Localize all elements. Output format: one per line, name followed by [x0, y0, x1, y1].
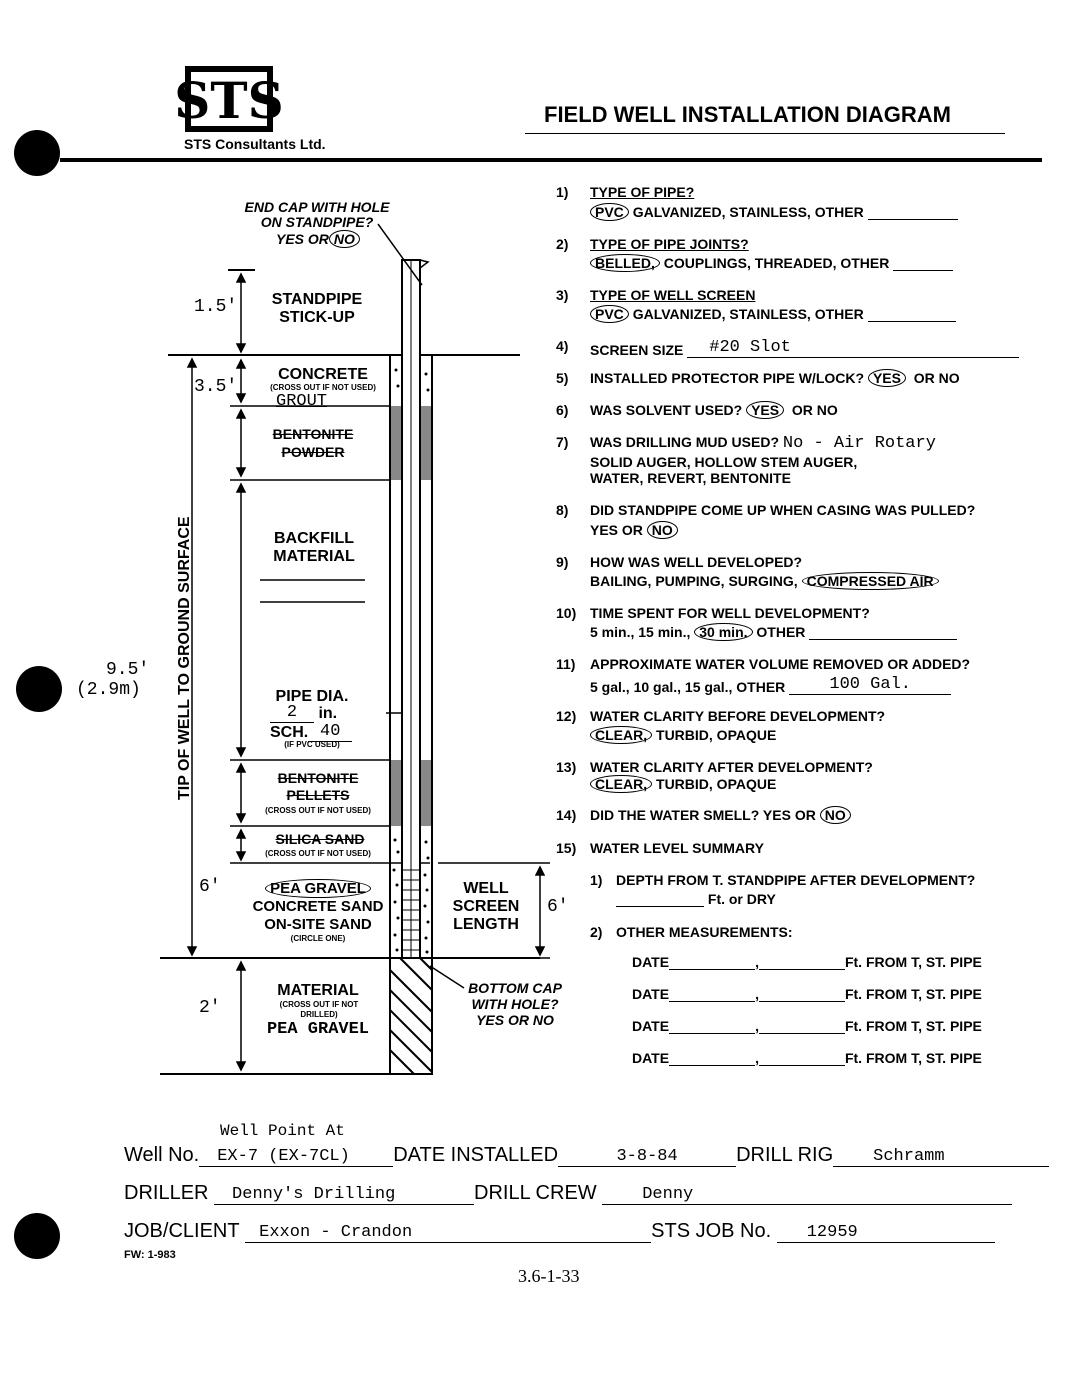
date-suffix: Ft. FROM T, ST. PIPE [844, 954, 982, 970]
q13-number: 13) [556, 759, 577, 775]
q8-yes: YES OR [590, 522, 643, 538]
logo-text: STS [174, 71, 284, 130]
pipe-dia-unit: in. [318, 705, 338, 722]
q14-number: 14) [556, 807, 577, 823]
pipe-dia-label: PIPE DIA. [275, 688, 349, 705]
q7-line3: WATER, REVERT, BENTONITE [590, 470, 791, 486]
dim-standpipe: 1.5' [194, 297, 238, 317]
job-client-value: Exxon - Crandon [245, 1223, 651, 1243]
q6-text: WAS SOLVENT USED? [590, 402, 743, 418]
q15-1-text: DEPTH FROM T. STANDPIPE AFTER DEVELOPMENT? [616, 872, 976, 888]
q8-number: 8) [556, 502, 569, 518]
q9-circled: COMPRESSED AIR [802, 572, 939, 590]
circle-one-note: (CIRCLE ONE) [290, 934, 346, 943]
q10-number: 10) [556, 605, 577, 621]
q14-text: DID THE WATER SMELL? YES OR [590, 807, 816, 823]
bentonite-pellets-2: PELLETS [286, 787, 350, 803]
dim-material: 2' [199, 998, 221, 1018]
q7-number: 7) [556, 434, 569, 450]
vertical-label: TIP OF WELL TO GROUND SURFACE [176, 516, 193, 800]
q7-line2: SOLID AUGER, HOLLOW STEM AUGER, [590, 454, 858, 470]
q3-text: TYPE OF WELL SCREEN [590, 287, 756, 303]
bentonite-pellets-1: BENTONITE [277, 770, 359, 786]
q3-number: 3) [556, 287, 569, 303]
footer-row-1 [124, 1144, 1049, 1167]
dim-concrete: 3.5' [194, 377, 238, 397]
silica-sand-label: SILICA SAND [275, 831, 365, 847]
pellets-cross-out-note: (CROSS OUT IF NOT USED) [265, 806, 371, 815]
q6-number: 6) [556, 402, 569, 418]
pipe-dia-value: 2 [270, 703, 314, 723]
q6-rest: OR NO [791, 402, 838, 418]
q2-options: COUPLINGS, THREADED, OTHER [663, 255, 890, 271]
drill-crew-value: Denny [602, 1185, 1012, 1205]
drill-crew-label: DRILL CREW [474, 1182, 597, 1204]
page-number: 3.6-1-33 [518, 1266, 580, 1286]
form-code: FW: 1-983 [124, 1249, 176, 1261]
q12-options: TURBID, OPAQUE [656, 727, 777, 743]
q15-text: WATER LEVEL SUMMARY [590, 840, 764, 856]
date-installed-label: DATE INSTALLED [393, 1144, 559, 1166]
q5-text: INSTALLED PROTECTOR PIPE W/LOCK? [590, 370, 865, 386]
q7-value: No - Air Rotary [782, 434, 936, 453]
well-no-label: Well No. [124, 1144, 200, 1166]
q10-text: TIME SPENT FOR WELL DEVELOPMENT? [590, 605, 870, 621]
q2-circled: BELLED, [590, 254, 660, 272]
q2-text: TYPE OF PIPE JOINTS? [590, 236, 749, 252]
total-depth-metric: (2.9m) [76, 680, 141, 700]
end-cap-hook [420, 260, 428, 268]
material-value: PEA GRAVEL [266, 1020, 370, 1039]
bentonite-seal-left [391, 406, 401, 480]
well-screen-length-label: WELL SCREEN LENGTH [452, 880, 520, 933]
bottom-cap-question: BOTTOM CAP WITH HOLE? YES OR NO [468, 980, 562, 1028]
q8-no-circled: NO [647, 521, 678, 539]
date-label: DATE [632, 1050, 670, 1066]
q8-text: DID STANDPIPE COME UP WHEN CASING WAS PULLED? [590, 502, 976, 518]
q2-number: 2) [556, 236, 569, 252]
punch-hole-middle [16, 666, 62, 712]
end-cap-no-circled: NO [329, 230, 360, 248]
q4-number: 4) [556, 338, 569, 354]
q11-text: APPROXIMATE WATER VOLUME REMOVED OR ADDED? [590, 656, 971, 672]
backfill-label: BACKFILL MATERIAL [273, 530, 355, 565]
q4-value: #20 Slot [687, 338, 1019, 358]
dimension-arrows [188, 274, 544, 1070]
company-name: STS Consultants Ltd. [184, 136, 326, 152]
date-label: DATE [632, 1018, 670, 1034]
end-cap-pointer [378, 224, 422, 285]
q12-number: 12) [556, 708, 577, 724]
job-client-label: JOB/CLIENT [124, 1220, 240, 1242]
q1-circled: PVC [590, 203, 629, 221]
silica-cross-out-note: (CROSS OUT IF NOT USED) [265, 849, 371, 858]
page-title: FIELD WELL INSTALLATION DIAGRAM [544, 102, 951, 127]
material-label: MATERIAL [277, 982, 359, 999]
q13-text: WATER CLARITY AFTER DEVELOPMENT? [590, 759, 873, 775]
drill-rig-value: Schramm [833, 1147, 1049, 1167]
punch-hole-top [14, 130, 60, 176]
title-underline [525, 133, 1005, 134]
q11-value: 100 Gal. [789, 675, 951, 695]
q15-1-unit: Ft. or DRY [707, 891, 776, 907]
q15-number: 15) [556, 840, 577, 856]
date-row-3: DATE , Ft. FROM T, ST. PIPE [632, 1018, 982, 1034]
header-rule [60, 158, 1042, 162]
q11-options: 5 gal., 10 gal., 15 gal., OTHER [590, 679, 786, 695]
sch-value: 40 [308, 722, 352, 742]
q12-text: WATER CLARITY BEFORE DEVELOPMENT? [590, 708, 886, 724]
q5-yes-circled: YES [868, 369, 906, 387]
well-no-value-line1: Well Point At [220, 1122, 345, 1140]
bottom-cap-pointer [430, 966, 464, 988]
q13-circled: CLEAR, [590, 775, 652, 793]
date-row-1: DATE , Ft. FROM T, ST. PIPE [632, 954, 982, 970]
q3-circled: PVC [590, 305, 629, 323]
well-no-value: EX-7 (EX-7CL) [199, 1147, 393, 1167]
q15-2-text: OTHER MEASUREMENTS: [616, 924, 793, 940]
q5-rest: OR NO [913, 370, 960, 386]
grout-value: GROUT [276, 392, 328, 411]
concrete-sand-label: CONCRETE SAND [252, 898, 384, 915]
dim-screen: 6' [547, 897, 569, 917]
bentonite-seal-right [421, 406, 431, 480]
pellet-seal-right [421, 760, 431, 826]
concrete-cross-out-note: (CROSS OUT IF NOT USED) [270, 383, 376, 392]
driller-value: Denny's Drilling [214, 1185, 474, 1205]
q9-number: 9) [556, 554, 569, 570]
q5-number: 5) [556, 370, 569, 386]
end-cap-answer [276, 231, 360, 247]
date-suffix: Ft. FROM T, ST. PIPE [844, 986, 982, 1002]
q13-options: TURBID, OPAQUE [656, 776, 777, 792]
q7-text: WAS DRILLING MUD USED? [590, 434, 779, 450]
pipe-dia-row [270, 703, 337, 723]
footer-row-2 [124, 1182, 1012, 1205]
q10-options: 5 min., 15 min., [590, 624, 691, 640]
pea-gravel-row [250, 880, 386, 897]
q15-2-number: 2) [590, 924, 603, 940]
date-row-4: DATE , Ft. FROM T, ST. PIPE [632, 1050, 982, 1066]
dim-gravel: 6' [199, 877, 221, 897]
pea-gravel-circled: PEA GRAVEL [265, 879, 371, 898]
material-cross-out-note: (CROSS OUT IF NOT DRILLED) [279, 1000, 359, 1019]
total-depth: 9.5' [106, 660, 150, 680]
punch-hole-bottom [14, 1213, 60, 1259]
q12-circled: CLEAR, [590, 726, 652, 744]
sts-logo [174, 66, 284, 132]
sts-job-value: 12959 [777, 1223, 995, 1243]
q6-yes-circled: YES [746, 401, 784, 419]
q1-options: GALVANIZED, STAINLESS, OTHER [632, 204, 864, 220]
q1-text: TYPE OF PIPE? [590, 184, 695, 200]
q4-text: SCREEN SIZE [590, 342, 684, 358]
bentonite-powder-1: BENTONITE [272, 426, 354, 442]
drill-rig-label: DRILL RIG [736, 1144, 834, 1166]
if-pvc-note: (IF PVC USED) [284, 740, 340, 749]
date-label: DATE [632, 986, 670, 1002]
bentonite-powder-2: POWDER [281, 444, 345, 460]
q3-options: GALVANIZED, STAINLESS, OTHER [632, 306, 864, 322]
date-suffix: Ft. FROM T, ST. PIPE [844, 1050, 982, 1066]
driller-label: DRILLER [124, 1182, 209, 1204]
q11-number: 11) [556, 656, 576, 672]
q10-other: OTHER [756, 624, 806, 640]
date-label: DATE [632, 954, 670, 970]
date-installed-value: 3-8-84 [558, 1147, 736, 1167]
end-cap-question: END CAP WITH HOLE ON STANDPIPE? [244, 199, 390, 230]
q15-1-number: 1) [590, 872, 603, 888]
date-suffix: Ft. FROM T, ST. PIPE [844, 1018, 982, 1034]
standpipe-label: STANDPIPE STICK-UP [271, 291, 363, 326]
pellet-seal-left [391, 760, 401, 826]
date-row-2: DATE , Ft. FROM T, ST. PIPE [632, 986, 982, 1002]
concrete-label: CONCRETE [278, 366, 368, 383]
footer-row-3 [124, 1220, 995, 1243]
q9-options: BAILING, PUMPING, SURGING, [590, 573, 798, 589]
end-cap-yes: YES OR [276, 231, 329, 247]
sch-label: SCH. [270, 724, 309, 741]
sts-job-label: STS JOB No. [651, 1220, 772, 1242]
onsite-sand-label: ON-SITE SAND [264, 916, 372, 933]
q9-text: HOW WAS WELL DEVELOPED? [590, 554, 803, 570]
sch-row [270, 722, 352, 742]
q1-number: 1) [556, 184, 569, 200]
q14-no-circled: NO [820, 806, 851, 824]
q10-circled: 30 min. [694, 623, 752, 641]
